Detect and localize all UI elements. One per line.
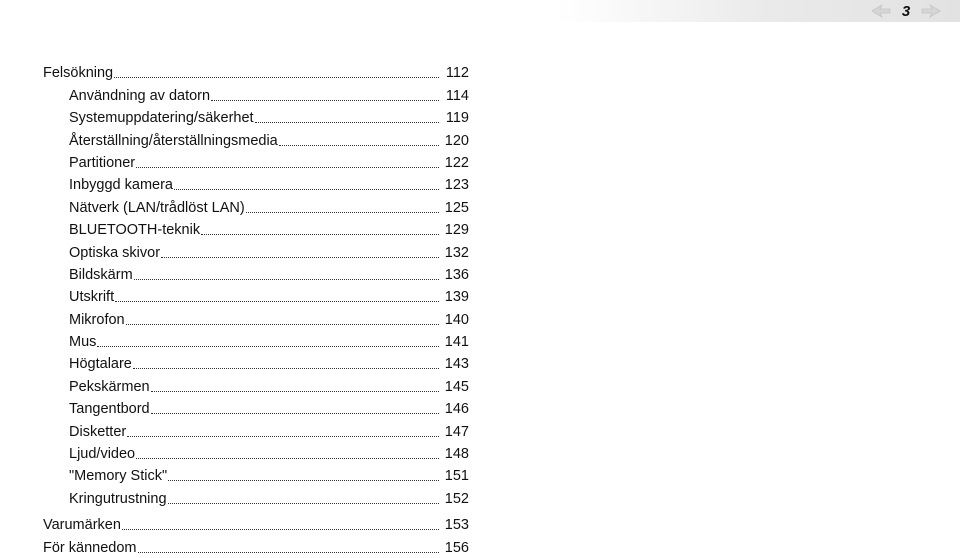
toc-entry[interactable] — [43, 217, 469, 239]
toc-entry-page: 125 — [444, 199, 469, 216]
toc-entry-label: Disketter — [69, 423, 127, 440]
toc-entry[interactable] — [43, 150, 469, 172]
toc-entry[interactable] — [43, 418, 469, 440]
toc-entry-page: 141 — [444, 334, 469, 351]
toc-entry-label: Återställning/återställningsmedia — [69, 132, 278, 149]
toc-dot-leader — [127, 436, 439, 437]
toc-entry-label: Felsökning — [43, 65, 114, 82]
toc-entry[interactable] — [43, 239, 469, 261]
toc-entry[interactable] — [43, 329, 469, 351]
toc-dot-leader — [168, 503, 439, 504]
page-header — [0, 0, 960, 22]
toc-entry-label: Mikrofon — [69, 311, 125, 328]
page-number: 3 — [901, 2, 911, 20]
toc-entry-page: 120 — [444, 132, 469, 149]
toc-entry[interactable] — [43, 60, 469, 82]
toc-entry-page: 143 — [444, 356, 469, 373]
toc-entry[interactable] — [43, 373, 469, 395]
toc-entry-page: 140 — [444, 311, 469, 328]
toc-dot-leader — [279, 145, 439, 146]
toc-entry-page: 122 — [444, 154, 469, 171]
toc-dot-leader — [134, 279, 439, 280]
toc-entry-label: Pekskärmen — [69, 378, 150, 395]
toc-entry-label: Mus — [69, 334, 97, 351]
toc-dot-leader — [168, 480, 439, 481]
toc-entry[interactable] — [43, 194, 469, 216]
toc-dot-leader — [246, 212, 439, 213]
toc-entry[interactable] — [43, 82, 469, 104]
arrow-left-icon[interactable] — [870, 3, 892, 19]
toc-entry-label: För kännedom — [43, 539, 137, 556]
toc-entry-label: "Memory Stick" — [69, 468, 168, 485]
toc-entry-page: 153 — [444, 517, 469, 534]
toc-entry-page: 132 — [444, 244, 469, 261]
toc-entry[interactable] — [43, 127, 469, 149]
toc-dot-leader — [201, 234, 439, 235]
toc-dot-leader — [174, 189, 439, 190]
table-of-contents — [43, 60, 469, 557]
toc-entry-page: 152 — [444, 490, 469, 507]
arrow-right-icon[interactable] — [920, 3, 942, 19]
toc-entry-page: 119 — [445, 110, 469, 127]
toc-entry-label: Högtalare — [69, 356, 132, 373]
toc-dot-leader — [114, 77, 439, 78]
toc-entry-label: Systemuppdatering/säkerhet — [69, 110, 254, 127]
toc-entry[interactable] — [43, 306, 469, 328]
toc-entry-page: 139 — [444, 289, 469, 306]
toc-entry-page: 114 — [445, 87, 469, 104]
toc-entry[interactable] — [43, 534, 469, 556]
toc-entry-page: 148 — [444, 446, 469, 463]
toc-entry-label: Utskrift — [69, 289, 115, 306]
toc-entry[interactable] — [43, 262, 469, 284]
toc-entry-page: 156 — [444, 539, 469, 556]
toc-dot-leader — [136, 458, 439, 459]
toc-entry-page: 112 — [445, 65, 469, 82]
toc-entry[interactable] — [43, 441, 469, 463]
toc-entry-label: Kringutrustning — [69, 490, 167, 507]
toc-dot-leader — [126, 324, 439, 325]
toc-dot-leader — [151, 413, 439, 414]
toc-entry[interactable] — [43, 512, 469, 534]
toc-entry-page: 147 — [444, 423, 469, 440]
toc-entry[interactable] — [43, 351, 469, 373]
toc-entry[interactable] — [43, 396, 469, 418]
toc-entry-label: Ljud/video — [69, 446, 136, 463]
toc-entry[interactable] — [43, 485, 469, 507]
toc-entry[interactable] — [43, 172, 469, 194]
toc-entry-label: Nätverk (LAN/trådlöst LAN) — [69, 199, 245, 216]
toc-entry[interactable] — [43, 463, 469, 485]
toc-dot-leader — [161, 257, 439, 258]
toc-dot-leader — [151, 391, 439, 392]
toc-entry-label: Tangentbord — [69, 401, 150, 418]
toc-dot-leader — [211, 100, 439, 101]
toc-dot-leader — [138, 552, 440, 553]
page-navigation — [870, 1, 942, 21]
toc-entry-label: Bildskärm — [69, 266, 133, 283]
toc-entry[interactable] — [43, 284, 469, 306]
toc-entry-label: Partitioner — [69, 154, 136, 171]
toc-dot-leader — [122, 529, 439, 530]
toc-entry-page: 129 — [444, 222, 469, 239]
toc-entry-page: 146 — [444, 401, 469, 418]
toc-dot-leader — [255, 122, 439, 123]
toc-entry-label: Varumärken — [43, 517, 121, 534]
toc-entry-label: Användning av datorn — [69, 87, 211, 104]
toc-dot-leader — [115, 301, 439, 302]
toc-entry-page: 145 — [444, 378, 469, 395]
toc-dot-leader — [136, 167, 439, 168]
toc-dot-leader — [133, 368, 439, 369]
toc-entry-page: 151 — [444, 468, 469, 485]
toc-entry-page: 123 — [444, 177, 469, 194]
toc-entry-label: BLUETOOTH-teknik — [69, 222, 201, 239]
toc-entry-label: Optiska skivor — [69, 244, 161, 261]
toc-entry[interactable] — [43, 105, 469, 127]
toc-entry-label: Inbyggd kamera — [69, 177, 173, 194]
toc-entry-page: 136 — [444, 266, 469, 283]
toc-dot-leader — [97, 346, 439, 347]
